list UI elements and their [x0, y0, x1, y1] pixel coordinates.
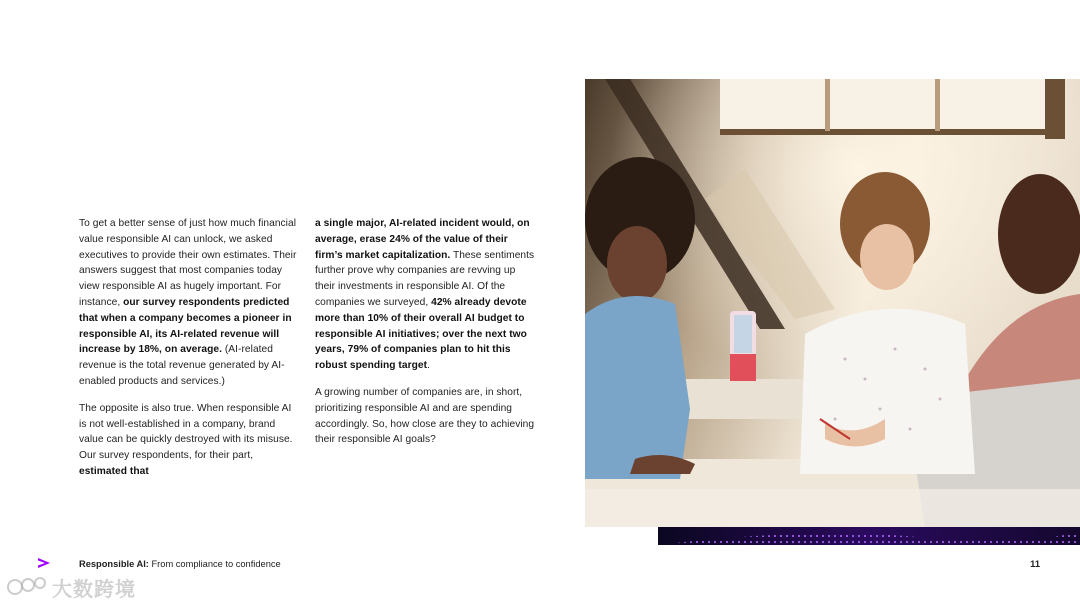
footer-title-bold: Responsible AI: [79, 559, 149, 569]
left-p1-text: To get a better sense of just how much financial value responsible AI can unlock, we asked executives to provide their own estimates. Their answers suggest that most companies today view responsible AI as hugely important. For instance, [79, 218, 297, 308]
left-p2-bold: estimated that [79, 465, 149, 477]
right-p1-bold-lead: a single major, AI-related incident would, on average, erase 24% of the value of their firm’s market capitalization. [315, 218, 530, 261]
left-p1-tail: (AI-related revenue is the total revenue generated by AI-enabled products and services.) [79, 344, 285, 387]
accenture-chevron-icon [36, 556, 52, 572]
left-p2-text: The opposite is also true. When responsible AI is not well-established in a company, brand value can be quickly destroyed with its misuse. Our survey respondents, for their part, [79, 402, 293, 462]
page-number: 11 [1030, 559, 1040, 569]
right-p1-bold: 42% already devote more than 10% of their overall AI budget to responsible AI initiatives; over the next two years, 79% of companies plan to hit this robust spending target [315, 296, 527, 372]
left-p1-bold: our survey respondents predicted that when a company becomes a pioneer in responsible AI, its AI-related revenue will increase by 18%, on average. [79, 296, 292, 356]
purple-dot-strip [658, 527, 1080, 545]
footer-title-rest: From compliance to confidence [148, 559, 281, 569]
watermark-text [52, 573, 136, 602]
left-text-column [79, 216, 299, 491]
watermark-label: 大数跨境 [52, 577, 136, 601]
right-p1-text: These sentiments further prove why companies are revving up their investments in responsible AI. Of the companies we surveyed, [315, 249, 535, 308]
left-paragraph-2 [79, 401, 299, 480]
right-paragraph-1 [315, 216, 537, 374]
right-paragraph-2: A growing number of companies are, in short, prioritizing responsible AI and are spending accordingly. So, how close are they to achieving their responsible AI goals? [315, 386, 535, 446]
left-paragraph-1 [79, 216, 299, 390]
office-photo [585, 79, 1080, 527]
right-p1-end: . [427, 360, 430, 372]
watermark-logo-icon [6, 575, 50, 599]
right-text-column [315, 216, 537, 459]
footer-title [79, 559, 281, 569]
